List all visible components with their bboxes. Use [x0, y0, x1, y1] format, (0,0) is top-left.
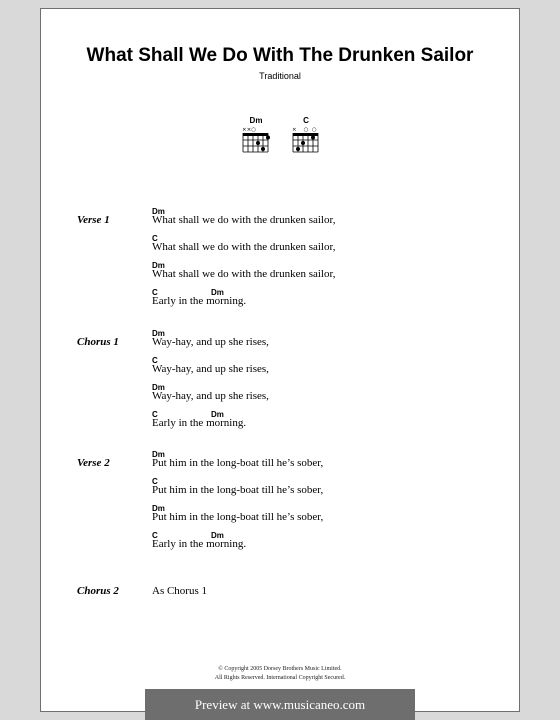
- lyric-line: What shall we do with the drunken sailor,: [152, 214, 336, 226]
- lyric-line: Way-hay, and up she rises,: [152, 390, 269, 402]
- chord-label: C: [152, 531, 158, 540]
- finger-dot: [261, 147, 265, 151]
- chord-label: C: [152, 288, 158, 297]
- chord-label: C: [152, 234, 158, 243]
- section-label: Chorus 1: [77, 336, 119, 348]
- chord-diagram-c: [291, 117, 321, 166]
- section-label: Verse 2: [77, 457, 110, 469]
- chord-diagram-c-markers: × ○ ○: [292, 127, 317, 133]
- chord-label: Dm: [211, 410, 224, 419]
- finger-dot: [296, 147, 300, 151]
- chord-diagram-dm: [241, 117, 271, 166]
- lyric-line: Early in the morning.: [152, 417, 247, 429]
- copyright-line-1: © Copyright 2005 Dorsey Brothers Music Limited.: [218, 666, 342, 672]
- preview-banner[interactable]: Preview at www.musicaneo.com: [145, 689, 415, 720]
- finger-dot: [301, 141, 305, 145]
- chord-label: Dm: [211, 531, 224, 540]
- lyric-line: Early in the morning.: [152, 538, 247, 550]
- section-label: Chorus 2: [77, 585, 119, 597]
- finger-dot: [256, 141, 260, 145]
- chord-diagram-dm-markers: ××○: [242, 127, 257, 133]
- finger-dot: [266, 136, 270, 140]
- chord-label: Dm: [152, 329, 165, 338]
- copyright: [41, 665, 519, 683]
- chord-label: C: [152, 477, 158, 486]
- chord-diagram-dm-name: Dm: [249, 116, 263, 125]
- lyric-line: What shall we do with the drunken sailor,: [152, 241, 336, 253]
- lyric-line: Put him in the long-boat till he’s sober,: [152, 484, 324, 496]
- lyric-line: Way-hay, and up she rises,: [152, 363, 269, 375]
- chord-label: Dm: [152, 504, 165, 513]
- chord-label: Dm: [152, 261, 165, 270]
- chord-label: Dm: [152, 450, 165, 459]
- lyric-line: Early in the morning.: [152, 295, 247, 307]
- lyric-line: Put him in the long-boat till he’s sober,: [152, 511, 324, 523]
- finger-dot: [311, 136, 315, 140]
- sheet-page: [40, 8, 520, 712]
- lyric-line: As Chorus 1: [152, 585, 208, 597]
- section-label: Verse 1: [77, 214, 110, 226]
- chord-label: Dm: [152, 207, 165, 216]
- song-title: What Shall We Do With The Drunken Sailor: [86, 45, 474, 66]
- chord-label: C: [152, 410, 158, 419]
- lyric-line: Way-hay, and up she rises,: [152, 336, 269, 348]
- chord-label: Dm: [211, 288, 224, 297]
- lyric-line: What shall we do with the drunken sailor,: [152, 268, 336, 280]
- copyright-line-2: All Rights Reserved. International Copyright Secured.: [214, 675, 346, 681]
- chord-diagram-c-name: C: [303, 116, 309, 125]
- chord-label: C: [152, 356, 158, 365]
- chord-label: Dm: [152, 383, 165, 392]
- composer: Traditional: [259, 71, 301, 81]
- lyric-line: Put him in the long-boat till he’s sober,: [152, 457, 324, 469]
